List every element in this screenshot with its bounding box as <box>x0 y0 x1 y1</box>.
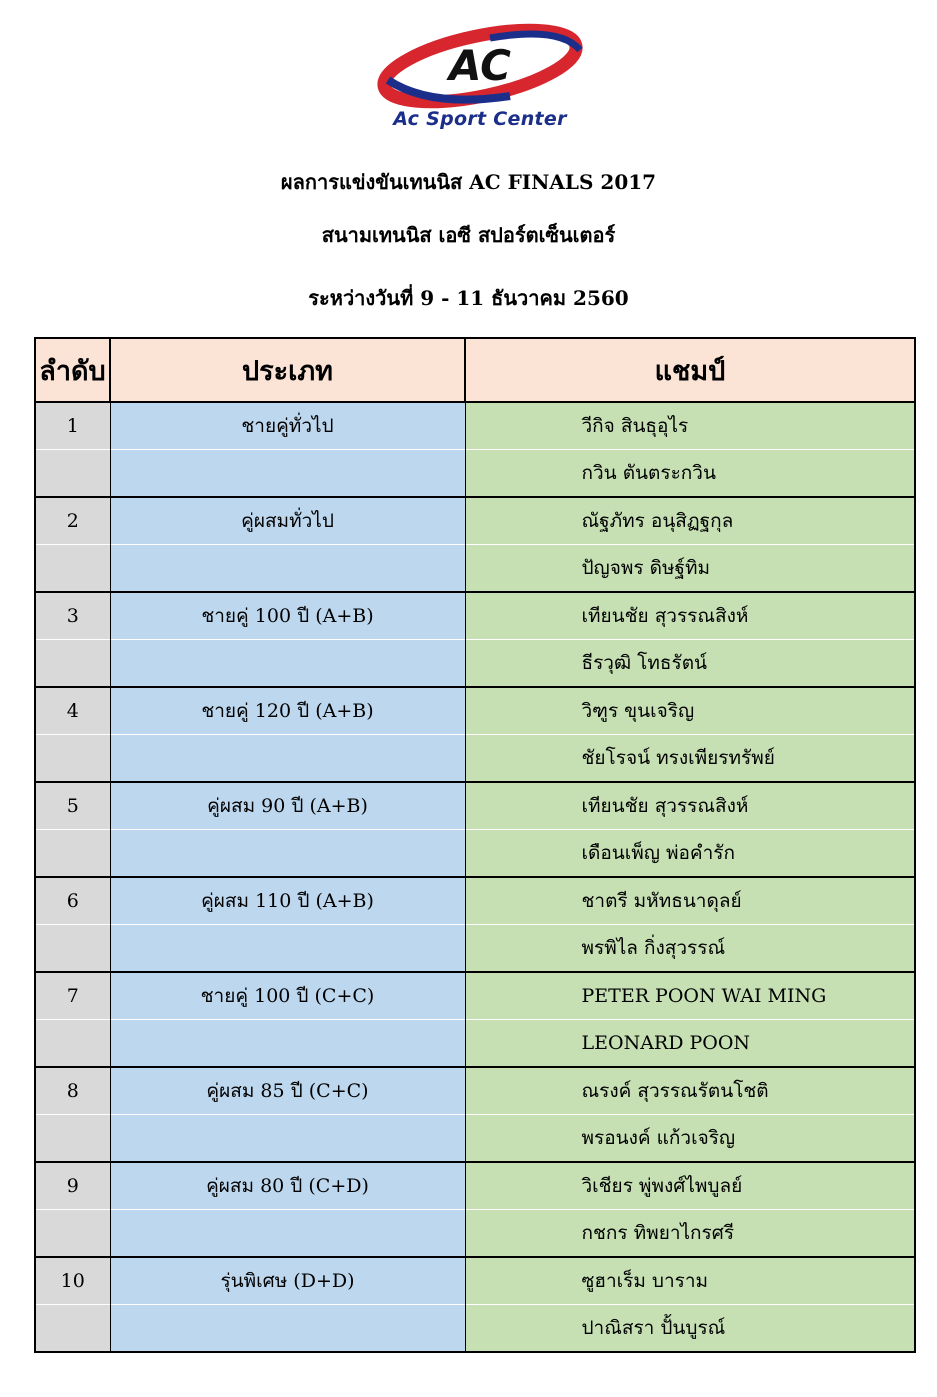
rank-cell: 1 <box>35 402 110 450</box>
champion-cell: ปัญจพร ดิษฐ์ทิม <box>465 545 915 593</box>
rank-cell: 9 <box>35 1162 110 1210</box>
table-header-row <box>35 338 915 402</box>
champion-cell: ชาตรี มหัทธนาดุลย์ <box>465 877 915 925</box>
rank-cell-empty <box>35 925 110 973</box>
ac-sport-center-logo <box>370 18 590 133</box>
rank-cell-empty <box>35 1305 110 1353</box>
category-cell: คู่ผสมทั่วไป <box>110 497 465 545</box>
ac-logo-icon <box>370 18 590 113</box>
header-champion: แชมป์ <box>465 338 915 402</box>
rank-cell-empty <box>35 1020 110 1068</box>
table-row <box>35 782 915 830</box>
champion-cell: PETER POON WAI MING <box>465 972 915 1020</box>
table-row <box>35 1162 915 1210</box>
champion-cell: LEONARD POON <box>465 1020 915 1068</box>
date-line: ระหว่างวันที่ 9 - 11 ธันวาคม 2560 <box>308 286 629 310</box>
champion-cell: กชกร ทิพยาไกรศรี <box>465 1210 915 1258</box>
category-cell: ชายคู่ 100 ปี (A+B) <box>110 592 465 640</box>
champion-cell: พรอนงค์ แก้วเจริญ <box>465 1115 915 1163</box>
table-row <box>35 640 915 688</box>
rank-cell: 2 <box>35 497 110 545</box>
header-no: ลำดับ <box>35 338 110 402</box>
champion-cell: วิฑูร ขุนเจริญ <box>465 687 915 735</box>
champion-cell: กวิน ตันตระกวิน <box>465 450 915 498</box>
category-cell-empty <box>110 1020 465 1068</box>
champion-cell: ธีรวุฒิ โทธรัตน์ <box>465 640 915 688</box>
rank-cell: 7 <box>35 972 110 1020</box>
table-row <box>35 1257 915 1305</box>
champion-cell: ชัยโรจน์ ทรงเพียรทรัพย์ <box>465 735 915 783</box>
rank-cell-empty <box>35 450 110 498</box>
rank-cell-empty <box>35 640 110 688</box>
rank-cell: 3 <box>35 592 110 640</box>
table-row <box>35 450 915 498</box>
champion-cell: พรพิไล กิ่งสุวรรณ์ <box>465 925 915 973</box>
category-cell: ชายคู่ 120 ปี (A+B) <box>110 687 465 735</box>
category-cell-empty <box>110 450 465 498</box>
table-row <box>35 687 915 735</box>
rank-cell: 8 <box>35 1067 110 1115</box>
category-cell: คู่ผสม 80 ปี (C+D) <box>110 1162 465 1210</box>
category-cell-empty <box>110 640 465 688</box>
table-row <box>35 497 915 545</box>
category-cell-empty <box>110 925 465 973</box>
champion-cell: ปาณิสรา ปั้นบูรณ์ <box>465 1305 915 1353</box>
table-row <box>35 972 915 1020</box>
rank-cell: 6 <box>35 877 110 925</box>
category-cell-empty <box>110 1210 465 1258</box>
category-cell: ชายคู่ทั่วไป <box>110 402 465 450</box>
results-table <box>34 337 916 1353</box>
table-row <box>35 830 915 878</box>
table-row <box>35 877 915 925</box>
rank-cell-empty <box>35 1210 110 1258</box>
header-category: ประเภท <box>110 338 465 402</box>
logo-wordmark: Ac Sport Center <box>393 108 567 130</box>
page-title: ผลการแข่งขันเทนนิส AC FINALS 2017 <box>280 170 657 194</box>
champion-cell: เทียนชัย สุวรรณสิงห์ <box>465 592 915 640</box>
svg-text:AC: AC <box>448 41 512 90</box>
category-cell: ชายคู่ 100 ปี (C+C) <box>110 972 465 1020</box>
table-row <box>35 592 915 640</box>
champion-cell: ณรงค์ สุวรรณรัตนโชติ <box>465 1067 915 1115</box>
category-cell-empty <box>110 735 465 783</box>
table-row <box>35 545 915 593</box>
table-row <box>35 1305 915 1353</box>
rank-cell: 4 <box>35 687 110 735</box>
category-cell: คู่ผสม 110 ปี (A+B) <box>110 877 465 925</box>
champion-cell: ณัฐภัทร อนุสิฏฐกุล <box>465 497 915 545</box>
table-row <box>35 402 915 450</box>
category-cell: คู่ผสม 85 ปี (C+C) <box>110 1067 465 1115</box>
results-body <box>35 402 915 1352</box>
champion-cell: วิเชียร พู่พงศ์ไพบูลย์ <box>465 1162 915 1210</box>
category-cell-empty <box>110 1305 465 1353</box>
champion-cell: วีกิจ สินธุอุไร <box>465 402 915 450</box>
rank-cell: 10 <box>35 1257 110 1305</box>
table-row <box>35 1067 915 1115</box>
category-cell-empty <box>110 1115 465 1163</box>
table-row <box>35 925 915 973</box>
category-cell-empty <box>110 830 465 878</box>
category-cell-empty <box>110 545 465 593</box>
table-row <box>35 1115 915 1163</box>
rank-cell-empty <box>35 735 110 783</box>
champion-cell: เดือนเพ็ญ พ่อคำรัก <box>465 830 915 878</box>
venue-line: สนามเทนนิส เอซี สปอร์ตเซ็นเตอร์ <box>321 223 616 247</box>
rank-cell-empty <box>35 1115 110 1163</box>
table-row <box>35 735 915 783</box>
table-row <box>35 1020 915 1068</box>
rank-cell-empty <box>35 830 110 878</box>
table-row <box>35 1210 915 1258</box>
rank-cell: 5 <box>35 782 110 830</box>
rank-cell-empty <box>35 545 110 593</box>
category-cell: รุ่นพิเศษ (D+D) <box>110 1257 465 1305</box>
champion-cell: เทียนชัย สุวรรณสิงห์ <box>465 782 915 830</box>
category-cell: คู่ผสม 90 ปี (A+B) <box>110 782 465 830</box>
champion-cell: ซูฮาเร็ม บาราม <box>465 1257 915 1305</box>
